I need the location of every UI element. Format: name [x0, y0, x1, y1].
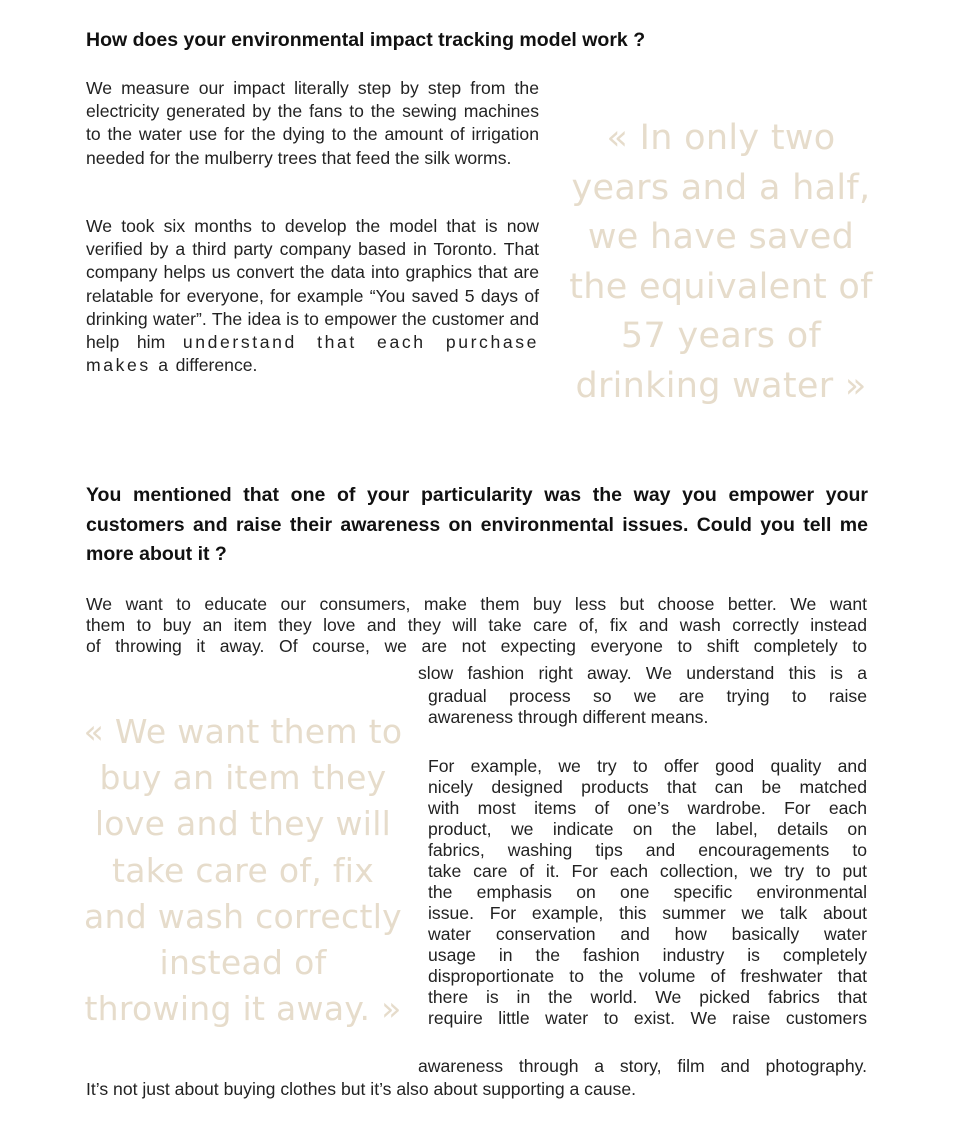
example-line: usage in the fashion industry is completely	[428, 945, 867, 965]
answer-2-line: awareness through different means.	[428, 707, 709, 727]
answer-1-paragraph-2	[86, 215, 539, 377]
answer-2-line: We want to educate our consumers, make them buy less but choose better. We want	[86, 594, 867, 614]
answer-1-paragraph-2-spread: understand that each purchase makes a	[86, 332, 540, 376]
example-line: fabrics, washing tips and encouragements to	[428, 840, 867, 860]
example-line: nicely designed products that can be matched	[428, 777, 867, 797]
answer-2-lines-5-6	[428, 686, 867, 728]
answer-2-closing-line: It’s not just about buying clothes but it’s also about supporting a cause.	[86, 1079, 637, 1099]
answer-2-example-paragraph	[428, 756, 867, 1029]
pull-quote-buy-and-care: « We want them to buy an item they love and they will take care of, fix and wash correctly instead of throwing it away. »	[83, 712, 403, 1029]
example-line: awareness through a story, film and photography.	[418, 1056, 867, 1076]
example-line: require little water to exist. We raise customers	[428, 1008, 867, 1028]
example-line: disproportionate to the volume of freshwater that	[428, 966, 867, 986]
answer-1-paragraph-1: We measure our impact literally step by step from the electricity generated by the fans to the sewing machines to the water use for the dying to the amount of irrigation needed for the mulberry trees that feed the silk worms.	[86, 78, 539, 168]
answer-2-line: gradual process so we are trying to raise	[428, 686, 867, 706]
answer-1-paragraph-2-end: difference.	[175, 355, 258, 376]
answer-2-line: of throwing it away. Of course, we are not expecting everyone to shift completely to	[86, 636, 867, 656]
example-line: there is in the world. We picked fabrics that	[428, 987, 867, 1007]
answer-2-example-last-line	[418, 1056, 867, 1077]
answer-1-paragraph-2-main: We took six months to develop the model that is now verified by a third party company based in Toronto. That company helps us convert the data into graphics that are relatable for everyone, for example “You saved 5 days of drinking water”. The idea is to empower the customer and help him	[86, 216, 539, 353]
pull-quote-drinking-water: « In only two years and a half, we have saved the equivalent of 57 years of drinking water »	[569, 118, 873, 406]
answer-2-line: slow fashion right away. We understand this is a	[418, 663, 867, 683]
example-line: product, we indicate on the label, details on	[428, 819, 867, 839]
example-line: take care of it. For each collection, we try to put	[428, 861, 867, 881]
example-line: water conservation and how basically water	[428, 924, 867, 944]
example-line: issue. For example, this summer we talk about	[428, 903, 867, 923]
question-environmental-tracking: How does your environmental impact tracking model work ?	[86, 29, 646, 51]
example-line: the emphasis on one specific environmental	[428, 882, 867, 902]
answer-2-opening	[86, 594, 867, 657]
question-customer-awareness: You mentioned that one of your particularity was the way you empower your customers and raise their awareness on environmental issues. Could you tell me more about it ?	[86, 484, 868, 565]
example-line: with most items of one’s wardrobe. For each	[428, 798, 867, 818]
answer-2-line: them to buy an item they love and they will take care of, fix and wash correctly instead	[86, 615, 867, 635]
answer-2-line-4	[418, 663, 867, 684]
example-line: For example, we try to offer good quality and	[428, 756, 867, 776]
